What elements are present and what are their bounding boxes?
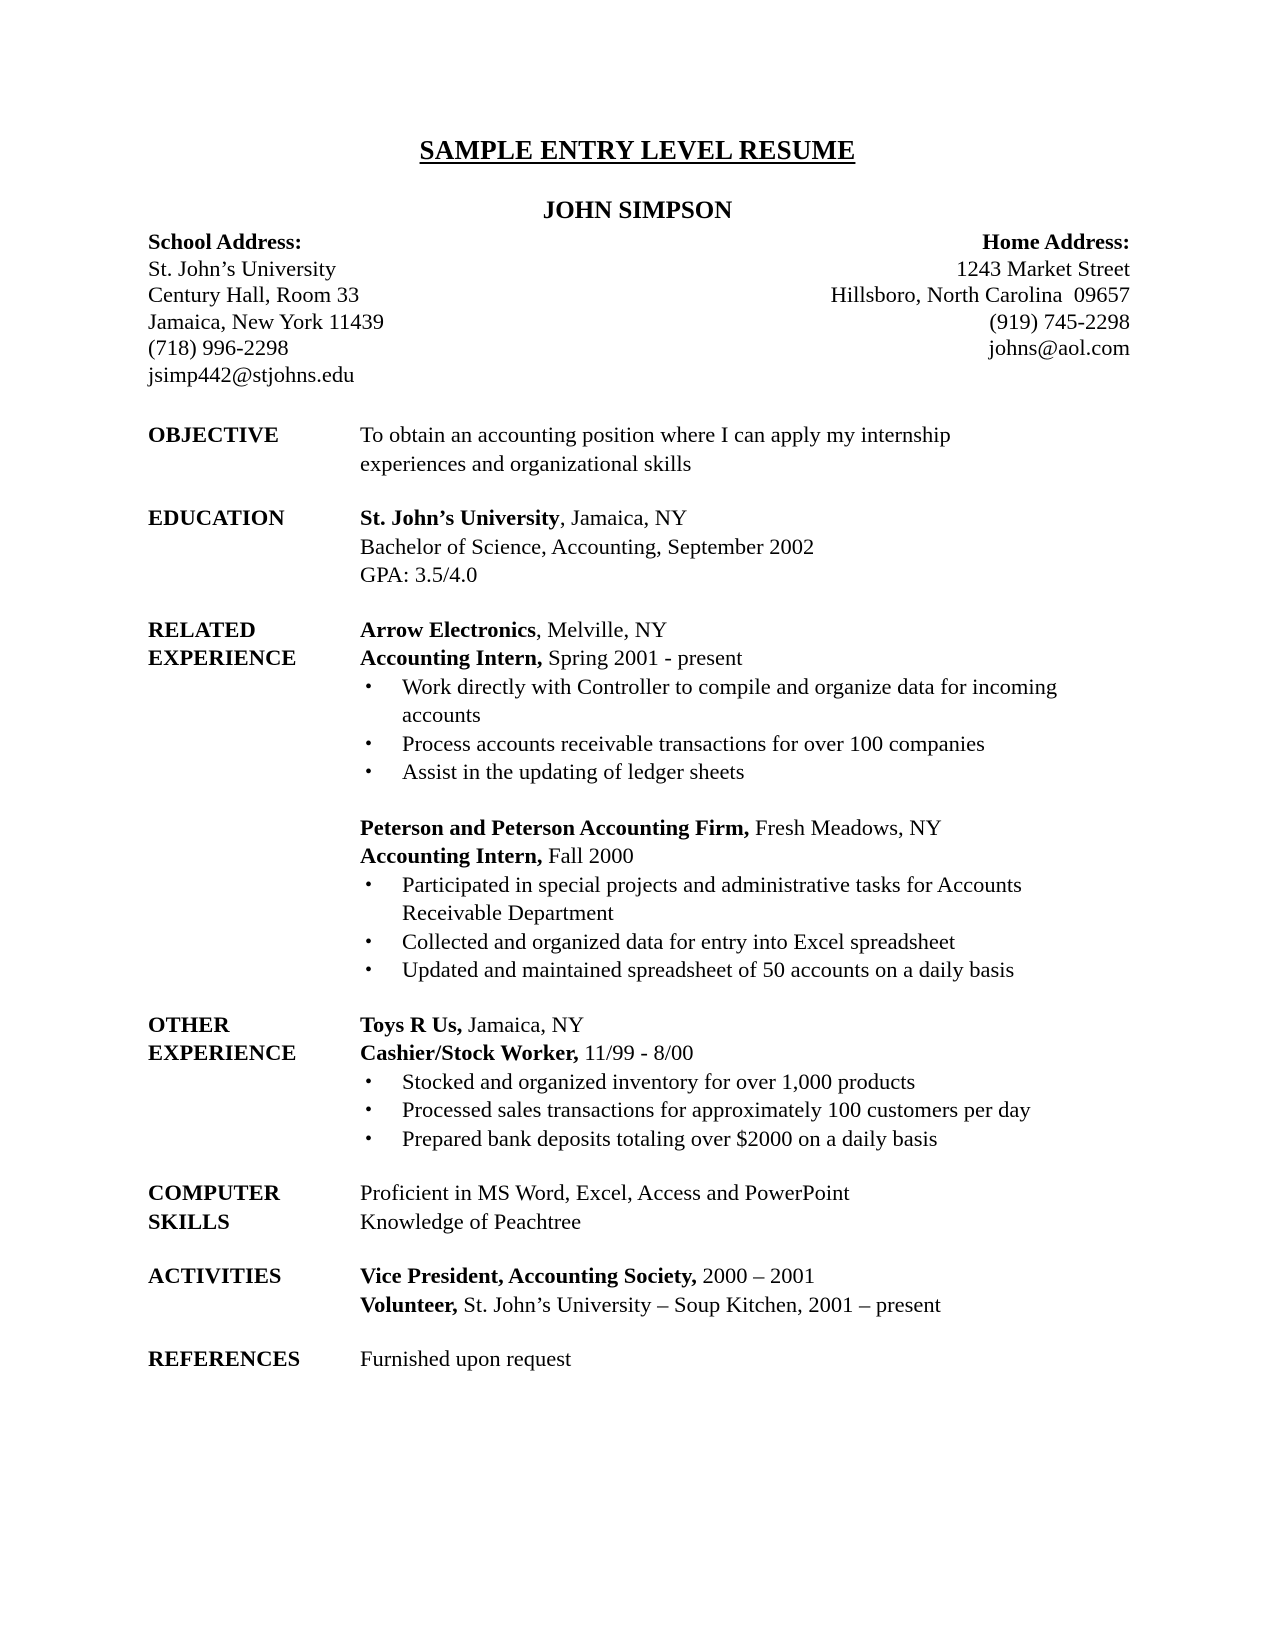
job-entry — [360, 616, 1125, 787]
section-body-computer-skills — [360, 1179, 1125, 1236]
page-title — [0, 0, 1275, 164]
job-employer-name: Peterson and Peterson Accounting Firm, — [360, 814, 750, 840]
section-body-objective — [360, 421, 1125, 478]
list-item — [360, 673, 1125, 730]
bullet-text: Work directly with Controller to compile and organize data for incoming accounts — [402, 673, 1058, 727]
job-dates: Spring 2001 - present — [542, 645, 743, 670]
school-address-line: St. John’s University — [148, 255, 337, 281]
bullet-icon: • — [365, 959, 373, 981]
job-title: Accounting Intern, — [360, 645, 543, 670]
education-school-name: St. John’s University — [360, 505, 560, 530]
job-title-line — [360, 842, 1125, 871]
section-objective — [148, 421, 1125, 478]
job-employer-name: Arrow Electronics — [360, 616, 537, 642]
home-address-block — [831, 229, 1130, 362]
section-label-computer-skills — [148, 1179, 360, 1236]
section-label-line: COMPUTER — [148, 1180, 281, 1205]
job-employer-location: , Melville, NY — [536, 616, 668, 642]
job-employer-line — [360, 814, 1125, 843]
job-bullet-list — [360, 673, 1125, 787]
computer-skills-line: Knowledge of Peachtree — [360, 1208, 582, 1234]
section-references — [148, 1345, 1125, 1374]
section-label-line: EXPERIENCE — [148, 645, 297, 670]
job-title-line — [360, 1039, 1125, 1068]
job-title: Accounting Intern, — [360, 843, 543, 868]
job-dates: 11/99 - 8/00 — [578, 1040, 694, 1065]
job-title-line — [360, 644, 1125, 673]
bullet-icon: • — [365, 761, 373, 783]
list-item — [360, 956, 1125, 985]
bullet-text: Processed sales transactions for approximately 100 customers per day — [402, 1097, 1031, 1122]
bullet-icon: • — [365, 675, 373, 698]
home-address-heading: Home Address: — [982, 229, 1130, 254]
activity-role: Vice President, Accounting Society, — [360, 1263, 697, 1288]
objective-line: To obtain an accounting position where I can apply my internship — [360, 422, 951, 447]
section-activities — [148, 1262, 1125, 1319]
school-address-block — [148, 229, 384, 388]
activity-item — [360, 1262, 1125, 1291]
list-item — [360, 928, 1125, 957]
activity-role: Volunteer, — [360, 1291, 458, 1317]
list-item — [360, 1125, 1125, 1154]
education-school-location: , Jamaica, NY — [559, 505, 688, 530]
activity-item — [360, 1291, 1125, 1320]
section-label-line: SKILLS — [148, 1208, 230, 1234]
section-body-related-experience — [360, 616, 1125, 985]
list-item — [360, 730, 1125, 759]
school-phone: (718) 996-2298 — [148, 335, 289, 360]
job-employer-name: Toys R Us, — [360, 1011, 463, 1037]
bullet-text: Stocked and organized inventory for over 1,000 products — [402, 1068, 916, 1094]
section-label-other-experience — [148, 1011, 360, 1068]
list-item — [360, 758, 1125, 787]
job-employer-line — [360, 616, 1125, 645]
list-item — [360, 871, 1125, 928]
bullet-text: Assist in the updating of ledger sheets — [402, 759, 745, 784]
job-title: Cashier/Stock Worker, — [360, 1040, 579, 1065]
computer-skills-line: Proficient in MS Word, Excel, Access and PowerPoint — [360, 1180, 850, 1205]
school-address-line: Century Hall, Room 33 — [148, 282, 360, 307]
home-address-line: Hillsboro, North Carolina 09657 — [830, 282, 1130, 307]
section-body-other-experience — [360, 1011, 1125, 1154]
bullet-icon: • — [365, 732, 373, 755]
section-label-line: OTHER — [148, 1011, 230, 1037]
page-title-text: SAMPLE ENTRY LEVEL RESUME — [419, 135, 856, 165]
section-label-objective: OBJECTIVE — [148, 422, 279, 447]
job-bullet-list — [360, 871, 1125, 985]
list-item — [360, 1096, 1125, 1125]
objective-line: experiences and organizational skills — [360, 450, 692, 476]
section-label-activities: ACTIVITIES — [148, 1263, 282, 1288]
section-related-experience — [148, 616, 1125, 985]
school-email: jsimp442@stjohns.edu — [148, 361, 355, 387]
job-bullet-list — [360, 1068, 1125, 1154]
education-degree: Bachelor of Science, Accounting, September 2002 — [360, 533, 815, 559]
candidate-name: JOHN SIMPSON — [542, 197, 733, 224]
job-employer-location: Fresh Meadows, NY — [749, 814, 942, 840]
section-label-related-experience — [148, 616, 360, 673]
bullet-text: Updated and maintained spreadsheet of 50 accounts on a daily basis — [402, 957, 1015, 982]
activity-dates: St. John’s University – Soup Kitchen, 2001 – present — [457, 1291, 941, 1317]
job-spacer — [360, 787, 1125, 814]
job-dates: Fall 2000 — [542, 843, 634, 868]
resume-sections — [148, 399, 1125, 1374]
job-employer-location: Jamaica, NY — [462, 1011, 585, 1037]
school-address-line: Jamaica, New York 11439 — [148, 308, 385, 334]
job-employer-line — [360, 1011, 1125, 1040]
section-education — [148, 504, 1125, 590]
education-school-line — [360, 504, 1125, 533]
section-body-activities — [360, 1262, 1125, 1319]
bullet-icon: • — [365, 873, 373, 896]
bullet-text: Participated in special projects and administrative tasks for Accounts Receivable Department — [402, 871, 1022, 925]
references-text: Furnished upon request — [360, 1346, 572, 1371]
bullet-text: Prepared bank deposits totaling over $2000 on a daily basis — [402, 1125, 938, 1151]
address-band — [148, 229, 1130, 399]
section-computer-skills — [148, 1179, 1125, 1236]
bullet-icon: • — [365, 1127, 373, 1150]
activity-dates: 2000 – 2001 — [696, 1263, 815, 1288]
section-body-education — [360, 504, 1125, 590]
bullet-icon: • — [365, 930, 373, 953]
education-gpa: GPA: 3.5/4.0 — [360, 562, 478, 587]
bullet-text: Process accounts receivable transactions for over 100 companies — [402, 730, 985, 756]
section-label-references: REFERENCES — [148, 1346, 301, 1371]
home-address-line: 1243 Market Street — [956, 255, 1130, 281]
section-other-experience — [148, 1011, 1125, 1154]
home-phone: (919) 745-2298 — [989, 308, 1130, 334]
bullet-text: Collected and organized data for entry into Excel spreadsheet — [402, 928, 956, 954]
job-entry — [360, 814, 1125, 985]
section-label-education: EDUCATION — [148, 505, 285, 530]
list-item — [360, 1068, 1125, 1097]
section-label-line: RELATED — [148, 616, 256, 642]
bullet-icon: • — [365, 1070, 373, 1093]
school-address-heading: School Address: — [148, 229, 302, 254]
bullet-icon: • — [365, 1099, 373, 1121]
home-email: johns@aol.com — [988, 335, 1130, 360]
section-body-references — [360, 1345, 1125, 1374]
section-label-line: EXPERIENCE — [148, 1040, 297, 1065]
